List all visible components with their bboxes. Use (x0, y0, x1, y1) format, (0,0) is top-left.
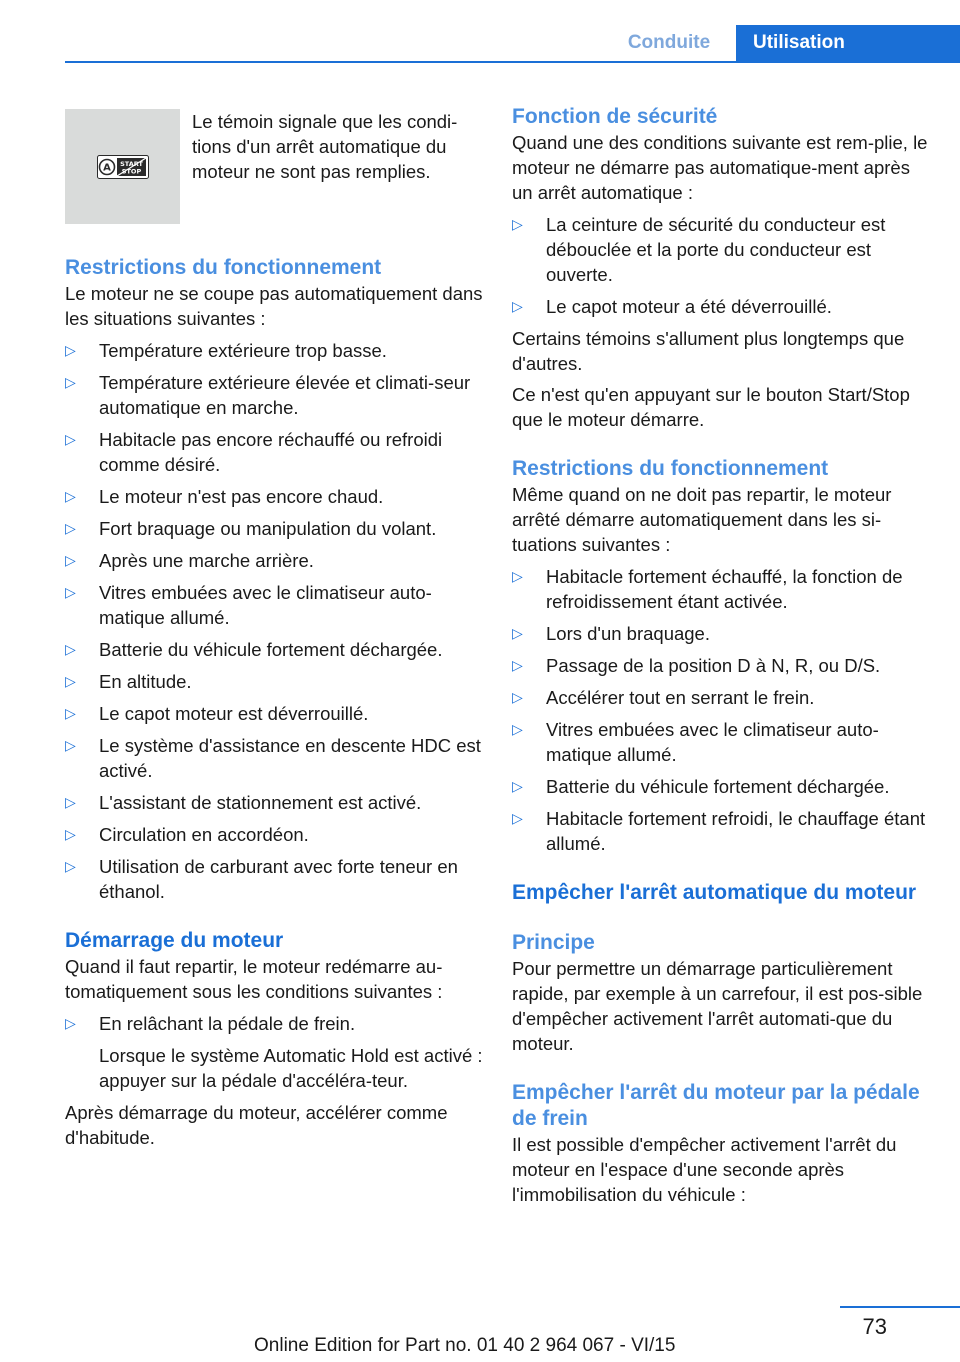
engine-start-outro: Après démarrage du moteur, accélérer comme d'habitude. (65, 1102, 448, 1148)
triangle-bullet-icon: ▷ (512, 778, 523, 794)
tab-utilisation[interactable]: Utilisation (736, 25, 960, 61)
triangle-bullet-icon: ▷ (512, 625, 523, 641)
restrictions-2-intro: Même quand on ne doit pas repartir, le moteur arrêté démarre automatiquement dans les si-tuations suivantes : (512, 484, 892, 555)
list-item: ▷ Le capot moteur est déverrouillé. (65, 703, 369, 724)
triangle-bullet-icon: ▷ (65, 552, 76, 568)
list-item: ▷ Habitacle fortement échauffé, la fonction de refroidissement étant activée. (512, 566, 903, 612)
list-item: ▷ Vitres embuées avec le climatiseur auto-matique allumé. (512, 719, 879, 765)
list-item-note: Lorsque le système Automatic Hold est activé : appuyer sur la pédale d'accéléra-teur. (99, 1045, 483, 1091)
engine-start-intro: Quand il faut repartir, le moteur redémarre au-tomatiquement sous les conditions suivantes : (65, 956, 443, 1002)
indicator-image (65, 109, 180, 224)
section-title-engine-start: Démarrage du moteur (65, 929, 284, 952)
triangle-bullet-icon: ▷ (65, 858, 76, 874)
triangle-bullet-icon: ▷ (512, 568, 523, 584)
safety-intro: Quand une des conditions suivante est rem-plie, le moteur ne démarre pas automatique-ment après un arrêt automatique : (512, 132, 928, 203)
indicator-description: Le témoin signale que les condi-tions d'un arrêt automatique du moteur ne sont pas remplies. (192, 111, 458, 182)
triangle-bullet-icon: ▷ (65, 826, 76, 842)
triangle-bullet-icon: ▷ (65, 431, 76, 447)
triangle-bullet-icon: ▷ (512, 657, 523, 673)
list-item: ▷ En relâchant la pédale de frein. Lorsque le système Automatic Hold est activé : appuyer sur la pédale d'accéléra-teur. (65, 1011, 485, 1093)
page-number: 73 (862, 1314, 887, 1339)
list-item: ▷ Batterie du véhicule fortement déchargée. (65, 639, 443, 660)
triangle-bullet-icon: ▷ (65, 673, 76, 689)
section-title-restrictions-2: Restrictions du fonctionnement (512, 457, 829, 480)
principle-text: Pour permettre un démarrage particulièrement rapide, par exemple à un carrefour, il est pos-sible d'empêcher activement l'arrêt automati-que du moteur. (512, 958, 923, 1054)
restrictions-intro: Le moteur ne se coupe pas automatiquement dans les situations suivantes : (65, 283, 483, 329)
safety-paragraph-1: Certains témoins s'allument plus longtemps que d'autres. (512, 328, 905, 374)
restrictions-list (65, 338, 485, 904)
list-item: ▷ Accélérer tout en serrant le frein. (512, 687, 815, 708)
list-item: ▷ Utilisation de carburant avec forte teneur en éthanol. (65, 856, 458, 902)
triangle-bullet-icon: ▷ (512, 721, 523, 737)
triangle-bullet-icon: ▷ (65, 342, 76, 358)
list-item: ▷ Fort braquage ou manipulation du volant. (65, 518, 437, 539)
indicator-block (65, 109, 485, 224)
stop-label: STOP (121, 167, 141, 175)
restrictions-2-list (512, 564, 932, 856)
triangle-bullet-icon: ▷ (65, 641, 76, 657)
list-item: ▷ Batterie du véhicule fortement déchargée. (512, 776, 890, 797)
list-item: ▷ La ceinture de sécurité du conducteur est débouclée et la porte du conducteur est ouverte. (512, 214, 886, 285)
triangle-bullet-icon: ▷ (65, 737, 76, 753)
triangle-bullet-icon: ▷ (512, 689, 523, 705)
list-item: ▷ Vitres embuées avec le climatiseur auto-matique allumé. (65, 582, 432, 628)
section-title-brake-pedal: Empêcher l'arrêt du moteur par la pédale de frein (512, 1081, 920, 1130)
list-item: ▷ L'assistant de stationnement est activé. (65, 792, 422, 813)
section-title-prevent-auto-stop: Empêcher l'arrêt automatique du moteur (512, 881, 917, 904)
section-title-restrictions: Restrictions du fonctionnement (65, 256, 382, 279)
triangle-bullet-icon: ▷ (65, 488, 76, 504)
triangle-bullet-icon: ▷ (65, 705, 76, 721)
list-item: ▷ Température extérieure trop basse. (65, 340, 387, 361)
list-item: ▷ Circulation en accordéon. (65, 824, 309, 845)
start-label: START (119, 159, 143, 168)
safety-paragraph-2: Ce n'est qu'en appuyant sur le bouton Start/Stop que le moteur démarre. (512, 384, 910, 430)
header-rule (65, 61, 960, 63)
brake-pedal-text: Il est possible d'empêcher activement l'arrêt du moteur en l'espace d'une seconde après l'immobilisation du véhicule : (512, 1134, 897, 1205)
triangle-bullet-icon: ▷ (65, 520, 76, 536)
list-item: ▷ Le capot moteur a été déverrouillé. (512, 296, 832, 317)
triangle-bullet-icon: ▷ (512, 810, 523, 826)
list-item: ▷ Passage de la position D à N, R, ou D/S. (512, 655, 881, 676)
list-item: ▷ Habitacle fortement refroidi, le chauffage étant allumé. (512, 808, 926, 854)
footer-rule (840, 1306, 960, 1308)
list-item: ▷ Température extérieure élevée et climati-seur automatique en marche. (65, 372, 471, 418)
triangle-bullet-icon: ▷ (512, 298, 523, 314)
list-item: ▷ Le système d'assistance en descente HDC est activé. (65, 735, 481, 781)
list-item: ▷ Après une marche arrière. (65, 550, 314, 571)
triangle-bullet-icon: ▷ (512, 216, 523, 232)
right-column (512, 100, 932, 1207)
list-item: ▷ En altitude. (65, 671, 192, 692)
engine-start-list (65, 1011, 485, 1093)
triangle-bullet-icon: ▷ (65, 374, 76, 390)
list-item: ▷ Lors d'un braquage. (512, 623, 710, 644)
triangle-bullet-icon: ▷ (65, 794, 76, 810)
list-item: ▷ Le moteur n'est pas encore chaud. (65, 486, 384, 507)
left-column (65, 100, 485, 1150)
section-title-principle: Principe (512, 931, 595, 954)
triangle-bullet-icon: ▷ (65, 1015, 76, 1031)
list-item: ▷ Habitacle pas encore réchauffé ou refroidi comme désiré. (65, 429, 443, 475)
start-stop-warning-icon (97, 155, 149, 179)
triangle-bullet-icon: ▷ (65, 584, 76, 600)
tab-conduite[interactable]: Conduite (627, 32, 711, 53)
footer-edition: Online Edition for Part no. 01 40 2 964 067 - VI/15 (254, 1335, 676, 1356)
section-title-safety: Fonction de sécurité (512, 105, 718, 128)
svg-text:A: A (102, 162, 111, 173)
safety-list (512, 212, 932, 319)
